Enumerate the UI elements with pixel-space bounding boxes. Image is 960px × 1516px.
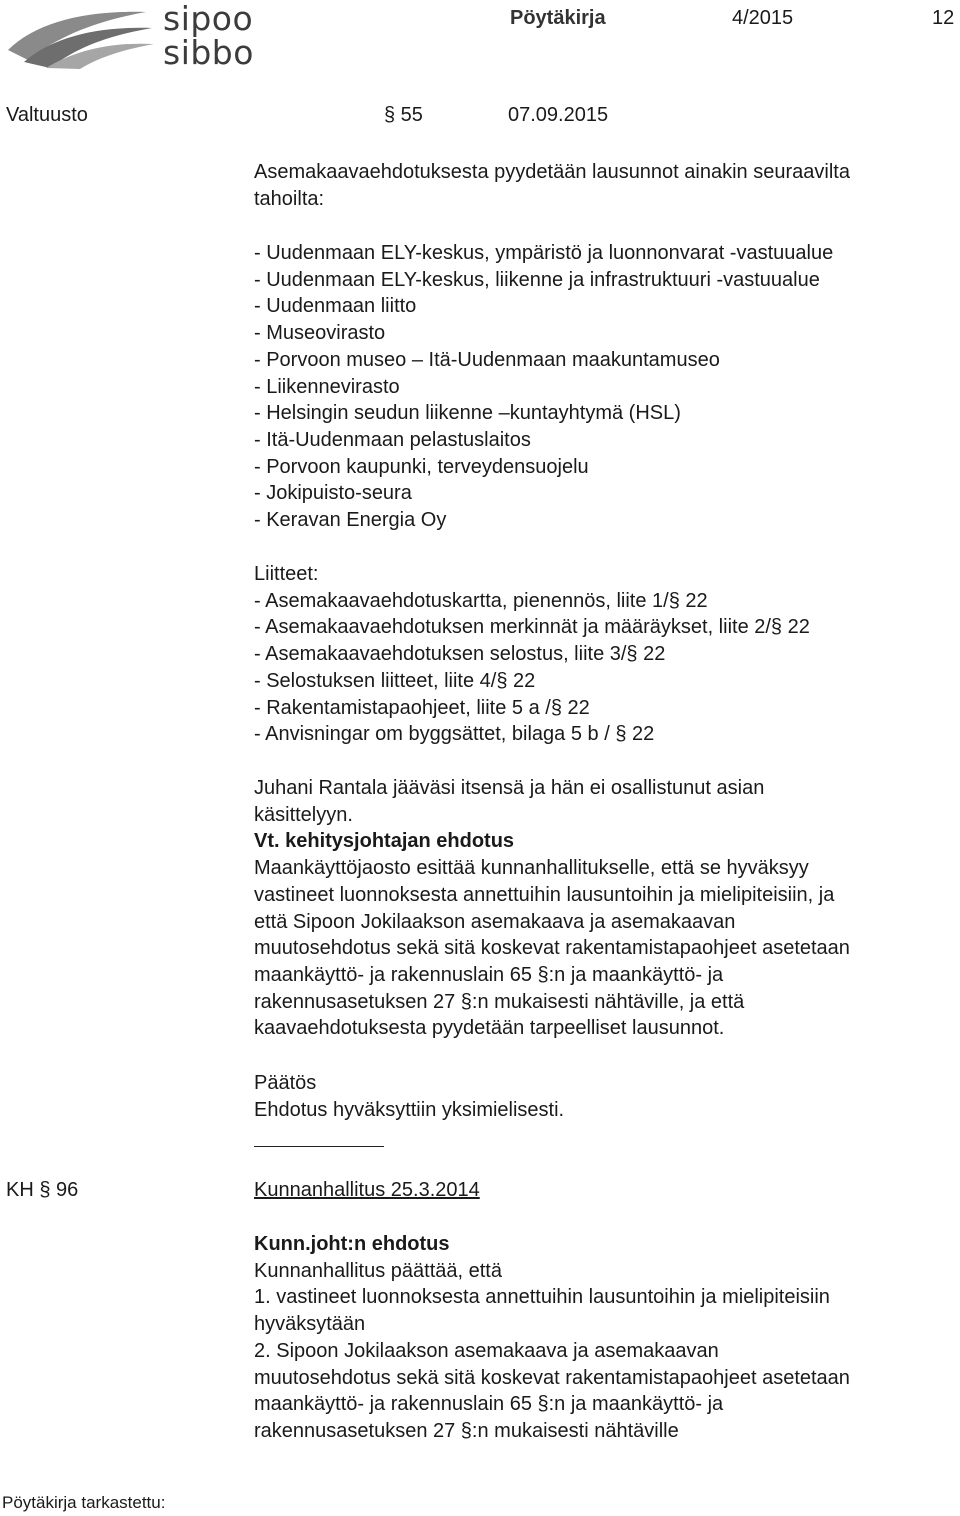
proposal-line: kaavaehdotuksesta pyydetään tarpeelliset lausunnot. [254,1017,725,1040]
document-type: Pöytäkirja [510,7,606,29]
proposal-line: että Sipoon Jokilaakson asemakaava ja asemakaavan [254,910,736,933]
decision-section [254,1070,954,1123]
attachment-item: - Rakentamistapaohjeet, liite 5 a /§ 22 [254,696,590,719]
list-item: - Itä-Uudenmaan pelastuslaitos [254,428,531,451]
attachment-item: - Selostuksen liitteet, liite 4/§ 22 [254,669,536,692]
kh-section-label: KH § 96 [6,1179,79,1201]
page-number: 12 [932,7,955,29]
footer-reviewed-label: Pöytäkirja tarkastettu: [2,1493,166,1512]
decision-heading: Päätös [254,1072,317,1094]
list-item: - Uudenmaan ELY-keskus, ympäristö ja luonnonvarat -vastuualue [254,242,834,264]
kh-proposal-line: maankäyttö- ja rakennuslain 65 §:n ja maankäyttö- ja [254,1393,724,1416]
kh-proposal-line: 2. Sipoon Jokilaakson asemakaava ja asemakaavan [254,1339,719,1362]
logo-text-sipoo: sipoo [163,0,254,38]
proposal-heading: Vt. kehitysjohtajan ehdotus [254,830,515,853]
proposal-line: rakennusasetuksen 27 §:n mukaisesti nähtäville, ja että [254,990,745,1013]
intro-line: Asemakaavaehdotuksesta pyydetään lausunnot ainakin seuraavilta [254,161,850,183]
attachments-heading: Liitteet: [254,563,319,585]
attachment-item: - Asemakaavaehdotuksen selostus, liite 3/§ 22 [254,643,666,666]
list-item: - Uudenmaan ELY-keskus, liikenne ja infrastruktuuri -vastuualue [254,268,820,291]
list-item: - Porvoon kaupunki, terveydensuojelu [254,455,589,478]
proposal-line: vastineet luonnoksesta annettuihin lausuntoihin ja mielipiteisiin, ja [254,883,835,906]
proposal-section [254,775,954,1042]
list-item: - Porvoon museo – Itä-Uudenmaan maakuntamuseo [254,348,720,371]
attachment-item: - Anvisningar om byggsättet, bilaga 5 b / § 22 [254,723,655,746]
disqualification-line: Juhani Rantala jääväsi itsensä ja hän ei osallistunut asian [254,777,765,799]
kh-proposal-line: 1. vastineet luonnoksesta annettuihin lausuntoihin ja mielipiteisiin [254,1286,830,1309]
attachments-section [254,561,954,748]
attachment-item: - Asemakaavaehdotuksen merkinnät ja määräykset, liite 2/§ 22 [254,616,810,639]
list-item: - Keravan Energia Oy [254,509,447,532]
attachment-item: - Asemakaavaehdotuskartta, pienennös, liite 1/§ 22 [254,589,708,612]
kh-proposal-line: hyväksytään [254,1313,366,1336]
meeting-body: Valtuusto [6,104,88,126]
document-number: 4/2015 [732,7,794,29]
kh-proposal-line: Kunnanhallitus päättää, että [254,1259,502,1282]
list-item: - Uudenmaan liitto [254,295,417,318]
meeting-date: 07.09.2015 [508,104,609,126]
list-item: - Museovirasto [254,322,386,345]
proposal-line: muutosehdotus sekä sitä koskevat rakentamistapaohjeet asetetaan [254,937,850,960]
intro-paragraph [254,159,954,212]
list-item: - Jokipuisto-seura [254,482,412,505]
disqualification-line: käsittelyyn. [254,803,353,826]
kh-proposal-line: rakennusasetuksen 27 §:n mukaisesti nähtäville [254,1419,679,1442]
proposal-line: Maankäyttöjaosto esittää kunnanhallitukselle, että se hyväksyy [254,857,809,880]
intro-line: tahoilta: [254,187,325,210]
section-divider [254,1146,384,1147]
kh-proposal-heading: Kunn.joht:n ehdotus [254,1233,450,1255]
logo-text-sibbo: sibbo [163,33,254,72]
logo-swoosh-icon [6,2,156,70]
proposal-line: maankäyttö- ja rakennuslain 65 §:n ja maankäyttö- ja [254,963,724,986]
section-number: § 55 [384,104,423,126]
decision-text: Ehdotus hyväksyttiin yksimielisesti. [254,1098,565,1121]
list-item: - Helsingin seudun liikenne –kuntayhtymä (HSL) [254,402,681,425]
list-item: - Liikennevirasto [254,375,400,398]
kh-proposal-section [254,1231,954,1445]
recipient-list [254,240,954,534]
kh-proposal-line: muutosehdotus sekä sitä koskevat rakentamistapaohjeet asetetaan [254,1366,850,1389]
municipality-logo [6,2,256,70]
kh-meeting-title: Kunnanhallitus 25.3.2014 [254,1179,480,1201]
